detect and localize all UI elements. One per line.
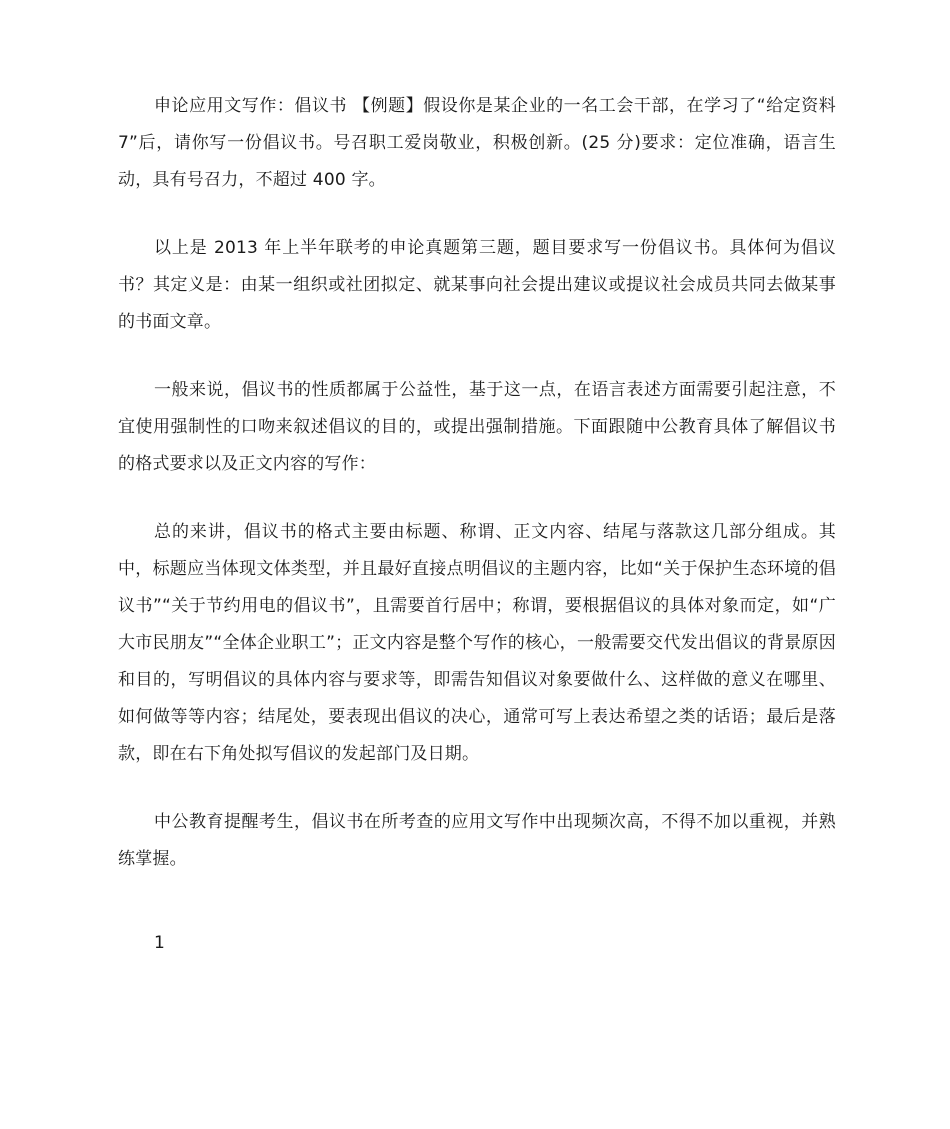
page-number: 1: [154, 933, 165, 953]
paragraph-definition: 以上是 2013 年上半年联考的申论真题第三题，题目要求写一份倡议书。具体何为倡议书？其定义是：由某一组织或社团拟定、就某事向社会提出建议或提议社会成员共同去做某事的书面文章。: [118, 238, 836, 332]
paragraph-reminder: 中公教育提醒考生，倡议书在所考查的应用文写作中出现频次高，不得不加以重视，并熟练掌握。: [118, 812, 836, 869]
document-body: [118, 88, 836, 909]
paragraph-intro-example: 申论应用文写作：倡议书 【例题】假设你是某企业的一名工会干部，在学习了“给定资料 7”后，请你写一份倡议书。号召职工爱岗敬业，积极创新。(25 分)要求：定位准确，语言生动，具有号召力，不超过 400 字。: [118, 96, 836, 190]
paragraph-format: 总的来讲，倡议书的格式主要由标题、称谓、正文内容、结尾与落款这几部分组成。其中，标题应当体现文体类型，并且最好直接点明倡议的主题内容，比如“关于保护生态环境的倡议书”“关于节约用电的倡议书”，且需要首行居中；称谓，要根据倡议的具体对象而定，如“广大市民朋友”“全体企业职工”；正文内容是整个写作的核心，一般需要交代发出倡议的背景原因和目的，写明倡议的具体内容与要求等，即需告知倡议对象要做什么、这样做的意义在哪里、如何做等等内容；结尾处，要表现出倡议的决心，通常可写上表达希望之类的话语；最后是落款，即在右下角处拟写倡议的发起部门及日期。: [118, 522, 836, 764]
paragraph-nature: 一般来说，倡议书的性质都属于公益性，基于这一点，在语言表述方面需要引起注意，不宜使用强制性的口吻来叙述倡议的目的，或提出强制措施。下面跟随中公教育具体了解倡议书的格式要求以及正文内容的写作：: [118, 380, 836, 474]
